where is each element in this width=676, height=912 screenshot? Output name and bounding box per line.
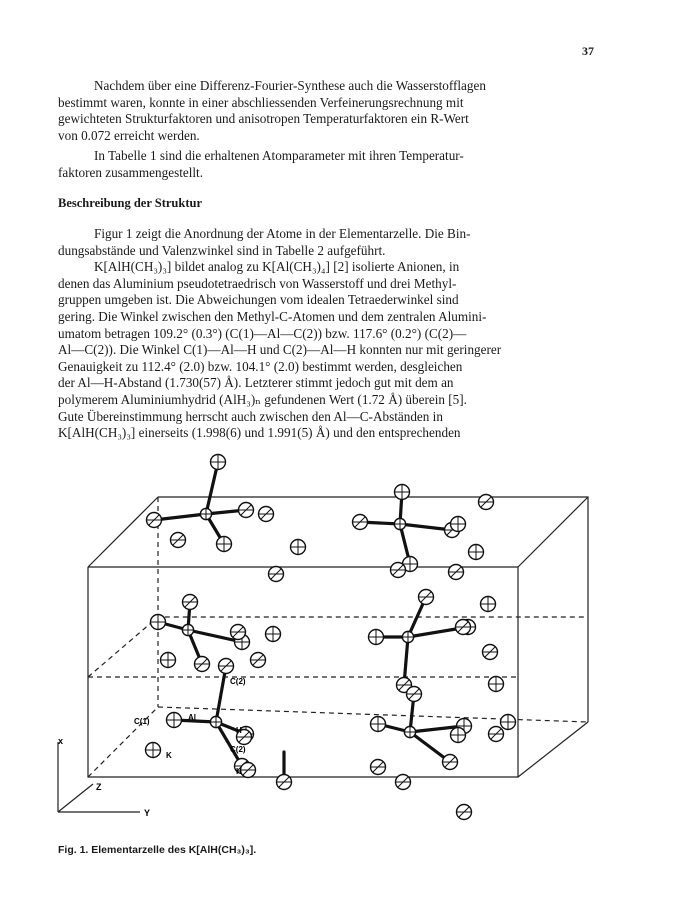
atom-ellipsoid [391, 563, 406, 578]
atom-ellipsoid [147, 513, 162, 528]
atom-label-c1: C(1) [134, 717, 150, 726]
text-line: Nachdem über eine Differenz-Fourier-Synthese auch die Wasserstofflagen [94, 78, 486, 93]
atom-ellipsoid [456, 620, 471, 635]
atom-label-c2-lower: C(2) [230, 745, 246, 754]
text-line: Gute Übereinstimmung herrscht auch zwischen den Al—C-Abständen in [58, 408, 443, 424]
axis-label-z: Z [96, 782, 102, 792]
atom-ellipsoid [451, 517, 466, 532]
atom-ellipsoid [395, 485, 410, 500]
text-line: denen das Aluminium pseudotetraedrisch von Wasserstoff und drei Methyl- [58, 275, 457, 291]
atom-ellipsoid [167, 713, 182, 728]
text-line: gewichteten Strukturfaktoren und anisotropen Temperaturfaktoren ein R-Wert [58, 111, 469, 127]
text-line: Figur 1 zeigt die Anordnung der Atome in der Elementarzelle. Die Bin- [94, 226, 471, 241]
atom-ellipsoid [469, 545, 484, 560]
atom-label-h-upper: H [236, 726, 242, 735]
atom-ellipsoid [394, 518, 405, 529]
atom-ellipsoid [407, 687, 422, 702]
atom-ellipsoid [183, 595, 198, 610]
text-line: dungsabstände und Valenzwinkel sind in Tabelle 2 aufgeführt. [58, 242, 386, 258]
atom-ellipsoid [182, 624, 193, 635]
atom-label-c2-upper: C(2) [230, 677, 246, 686]
atom-ellipsoid [371, 760, 386, 775]
atom-ellipsoid [277, 775, 292, 790]
text-line: K[AlH(CH₃)₃] einerseits (1.998(6) und 1.991(5) Å) und den entsprechenden [58, 425, 461, 441]
atoms [146, 455, 516, 820]
bonds [154, 462, 468, 780]
atom-ellipsoid [151, 615, 166, 630]
atom-ellipsoid [251, 653, 266, 668]
text-line: K[AlH(CH₃)₃] bildet analog zu K[Al(CH₃)₄] [2] isolierte Anionen, in [94, 259, 460, 275]
atom-ellipsoid [479, 495, 494, 510]
atom-ellipsoid [231, 625, 246, 640]
edge-top-left [88, 497, 158, 567]
atom-ellipsoid [146, 743, 161, 758]
atom-ellipsoid [259, 507, 274, 522]
atom-ellipsoid [239, 503, 254, 518]
text-line: In Tabelle 1 sind die erhaltenen Atomparameter mit ihren Temperatur- [94, 148, 464, 163]
atom-ellipsoid [489, 727, 504, 742]
atom-ellipsoid [404, 726, 415, 737]
bond [216, 666, 226, 722]
atom-ellipsoid [210, 716, 221, 727]
atom-ellipsoid [457, 805, 472, 820]
text-line: Al—C(2)). Die Winkel C(1)—Al—H und C(2)—Al—H konnten nur mit geringerer [58, 342, 502, 358]
atom-ellipsoid [443, 755, 458, 770]
atom-ellipsoid [481, 597, 496, 612]
text-line: polymerem Aluminiumhydrid (AlH₃)ₙ gefundenen Wert (1.72 Å) überein [5]. [58, 391, 467, 407]
atom-ellipsoid [291, 540, 306, 555]
atom-ellipsoid [489, 677, 504, 692]
text-line: der Al—H-Abstand (1.730(57) Å). Letzterer stimmt jedoch gut mit dem an [58, 375, 454, 391]
edge-bottom-right [518, 722, 588, 777]
text-line: umatom betragen 109.2° (0.3°) (C(1)—Al—C(2)) bzw. 117.6° (0.2°) (C(2)— [58, 325, 467, 341]
atom-ellipsoid [161, 653, 176, 668]
text-line: bestimmt waren, konnte in einer abschliessenden Verfeinerungsrechnung mit [58, 94, 464, 110]
unit-cell-figure [48, 452, 608, 832]
text-line: Genauigkeit zu 112.4° (2.0) bzw. 104.1° (2.0) bestimmt werden, desgleichen [58, 358, 463, 374]
paragraph-1 [58, 78, 606, 144]
atom-ellipsoid [211, 455, 226, 470]
unit-cell-drawing [48, 452, 608, 832]
atom-label-k: K [166, 751, 172, 760]
atom-ellipsoid [353, 515, 368, 530]
section-heading: Beschreibung der Struktur [58, 196, 203, 210]
atom-label-al: Al [188, 713, 196, 722]
paragraph-2 [58, 148, 606, 181]
atom-ellipsoid [483, 645, 498, 660]
atom-ellipsoid [171, 533, 186, 548]
figure-caption: Fig. 1. Elementarzelle des K[AlH(CH₃)₃]. [58, 844, 257, 856]
atom-label-h-lower: H [236, 767, 242, 776]
atom-ellipsoid [419, 590, 434, 605]
text-line: gering. Die Winkel zwischen den Methyl-C-Atomen und dem zentralen Alumini- [58, 308, 487, 324]
text-line: faktoren zusammengestellt. [58, 164, 204, 180]
edge-top-right [518, 497, 588, 567]
atom-ellipsoid [200, 508, 211, 519]
page-number: 37 [582, 44, 594, 58]
atom-ellipsoid [396, 775, 411, 790]
atom-ellipsoid [269, 567, 284, 582]
atom-ellipsoid [501, 715, 516, 730]
axis-label-y: Y [144, 808, 151, 818]
atom-ellipsoid [369, 630, 384, 645]
atom-ellipsoid [449, 565, 464, 580]
atom-ellipsoid [451, 728, 466, 743]
z-axis [58, 784, 93, 812]
atom-ellipsoid [371, 717, 386, 732]
atom-ellipsoid [217, 537, 232, 552]
atom-ellipsoid [219, 659, 234, 674]
atom-ellipsoid [195, 657, 210, 672]
atom-ellipsoid [402, 631, 413, 642]
paragraph-3 [58, 226, 606, 442]
unit-cell-box [88, 497, 588, 777]
text-line: gruppen umgeben ist. Die Abweichungen vom idealen Tetraederwinkel sind [58, 292, 459, 308]
atom-ellipsoid [266, 627, 281, 642]
atom-ellipsoid [241, 763, 256, 778]
text-line: von 0.072 erreicht werden. [58, 127, 200, 143]
axis-label-x: x [58, 736, 64, 746]
